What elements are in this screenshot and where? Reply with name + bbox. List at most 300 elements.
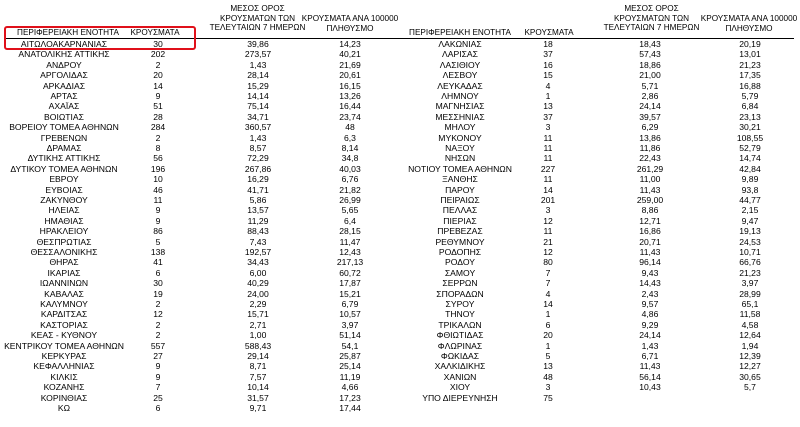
per100k-cell: 2,15	[741, 205, 759, 216]
table-row	[0, 205, 398, 215]
per100k-cell: 17,35	[739, 70, 761, 81]
table-row	[398, 237, 800, 247]
avg-cell: 24,14	[639, 101, 661, 112]
avg-cell: 22,43	[639, 153, 661, 164]
table-row	[0, 361, 398, 371]
table-row	[398, 278, 800, 288]
cases-cell: 7	[155, 382, 161, 393]
region-cell: ΚΟΖΑΝΗΣ	[43, 382, 85, 393]
region-cell: ΘΗΡΑΣ	[49, 257, 79, 268]
region-cell: ΚΕΡΚΥΡΑΣ	[41, 351, 87, 361]
region-cell: ΞΑΝΘΗΣ	[442, 174, 478, 185]
avg-cell: 7,43	[249, 236, 267, 247]
avg-cell: 16,86	[639, 226, 661, 237]
region-cell: ΒΟΙΩΤΙΑΣ	[44, 111, 84, 122]
cases-cell: 4	[545, 288, 551, 299]
per100k-cell: 1,94	[741, 340, 759, 351]
cases-cell: 75	[543, 392, 553, 403]
cases-cell: 11	[543, 174, 553, 185]
region-cell: ΛΑΣΙΘΙΟΥ	[439, 59, 481, 70]
per100k-cell: 12,39	[739, 351, 761, 361]
per100k-cell: 11,19	[339, 371, 361, 382]
cases-cell: 80	[543, 257, 553, 268]
per100k-cell: 20,19	[739, 39, 761, 49]
avg-cell: 8,71	[249, 361, 267, 372]
table-row	[398, 205, 800, 215]
per100k-cell: 44,77	[739, 195, 761, 205]
table-row	[0, 216, 398, 226]
header-cases: ΚΡΟΥΣΜΑΤΑ	[130, 28, 180, 37]
cases-cell: 30	[153, 39, 163, 49]
region-cell: ΠΑΡΟΥ	[445, 184, 475, 195]
cases-cell: 11	[543, 132, 553, 143]
per100k-cell: 17,44	[339, 403, 361, 413]
cases-cell: 201	[540, 195, 556, 205]
table-row	[398, 39, 800, 49]
header-per100k-line2: ΠΛΗΘΥΣΜΟ	[725, 23, 773, 33]
cases-cell: 7	[545, 278, 551, 289]
table-row	[398, 351, 800, 361]
table-row	[398, 133, 800, 143]
per100k-cell: 60,72	[339, 267, 361, 278]
avg-cell: 11,43	[639, 247, 661, 257]
cases-cell: 2	[155, 132, 161, 143]
region-cell: ΣΠΟΡΑΔΩΝ	[436, 288, 484, 299]
header-avg-line3: ΤΕΛΕΥΤΑΙΩΝ 7 ΗΜΕΡΩΝ	[209, 23, 306, 33]
cases-cell: 21	[543, 236, 553, 247]
region-cell: ΤΡΙΚΑΛΩΝ	[438, 319, 482, 330]
per100k-cell: 6,79	[341, 299, 359, 309]
cases-cell: 10	[153, 174, 163, 185]
header-avg	[594, 4, 709, 33]
header-avg-line1: ΜΕΣΟΣ ΟΡΟΣ	[230, 4, 285, 13]
per100k-cell: 5,79	[741, 91, 759, 101]
avg-cell: 39,86	[247, 39, 269, 49]
avg-cell: 39,57	[639, 111, 661, 122]
avg-cell: 6,00	[249, 267, 267, 278]
cases-cell: 19	[153, 288, 163, 299]
cases-cell: 196	[150, 163, 166, 174]
region-cell: ΑΝΔΡΟΥ	[46, 59, 82, 70]
table-row	[0, 70, 398, 80]
table-row	[0, 112, 398, 122]
region-cell: ΡΕΘΥΜΝΟΥ	[435, 236, 485, 247]
per100k-cell: 16,88	[739, 80, 761, 91]
header-region: ΠΕΡΙΦΕΡΕΙΑΚΗ ΕΝΟΤΗΤΑ	[17, 28, 119, 37]
avg-cell: 40,29	[247, 278, 269, 289]
avg-cell: 11,43	[639, 361, 661, 372]
header-avg-line2: ΚΡΟΥΣΜΑΤΩΝ ΤΩΝ	[219, 13, 296, 23]
region-cell: ΦΛΩΡΙΝΑΣ	[437, 340, 483, 351]
per100k-cell: 25,87	[339, 351, 361, 361]
per100k-cell: 15,21	[339, 288, 361, 299]
avg-cell: 9,57	[641, 299, 659, 309]
table-row	[398, 372, 800, 382]
avg-cell: 41,71	[247, 184, 269, 195]
region-cell: ΛΗΜΝΟΥ	[441, 91, 479, 101]
cases-cell: 56	[153, 153, 163, 164]
avg-cell: 13,57	[247, 205, 269, 216]
table-row	[0, 164, 398, 174]
per100k-cell: 16,44	[339, 101, 361, 112]
per100k-cell: 21,23	[739, 267, 761, 278]
region-cell: ΜΥΚΟΝΟΥ	[438, 132, 482, 143]
per100k-cell: 42,84	[739, 163, 761, 174]
avg-cell: 75,14	[247, 101, 269, 112]
per100k-cell: 51,14	[339, 330, 361, 341]
cases-cell: 11	[543, 153, 553, 164]
region-cell: ΘΕΣΣΑΛΟΝΙΚΗΣ	[30, 247, 98, 257]
avg-cell: 2,43	[641, 288, 659, 299]
avg-cell: 18,86	[639, 59, 661, 70]
per100k-cell: 21,23	[739, 59, 761, 70]
cases-cell: 27	[153, 351, 163, 361]
table-row	[0, 49, 398, 59]
cases-cell: 14	[543, 299, 553, 309]
table-row	[0, 289, 398, 299]
cases-cell: 2	[155, 330, 161, 341]
region-cell: ΣΥΡΟΥ	[445, 299, 475, 309]
cases-cell: 1	[545, 91, 551, 101]
header-avg-line3: ΤΕΛΕΥΤΑΙΩΝ 7 ΗΜΕΡΩΝ	[603, 23, 700, 33]
cases-cell: 227	[540, 163, 556, 174]
region-cell: ΚΩ	[57, 403, 71, 413]
cases-cell: 9	[155, 205, 161, 216]
region-cell: ΧΑΝΙΩΝ	[443, 371, 477, 382]
cases-cell: 4	[545, 80, 551, 91]
table-row	[398, 122, 800, 132]
per100k-cell: 13,01	[739, 49, 761, 60]
region-cell: ΚΑΒΑΛΑΣ	[44, 288, 84, 299]
avg-cell: 11,86	[639, 143, 661, 153]
table-row	[0, 195, 398, 205]
per100k-cell: 24,53	[739, 236, 761, 247]
avg-cell: 8,57	[249, 143, 267, 153]
region-cell: ΛΑΡΙΣΑΣ	[442, 49, 478, 60]
header-per100k-line2: ΠΛΗΘΥΣΜΟ	[326, 23, 374, 33]
header-avg-line2: ΚΡΟΥΣΜΑΤΩΝ ΤΩΝ	[613, 13, 690, 23]
table-row	[398, 247, 800, 257]
table-row	[0, 299, 398, 309]
avg-cell: 16,29	[247, 174, 269, 185]
region-cell: ΕΥΒΟΙΑΣ	[45, 184, 83, 195]
per100k-cell: 6,84	[741, 101, 759, 112]
per100k-cell: 14,74	[739, 153, 761, 164]
per100k-cell: 3,97	[341, 319, 359, 330]
per100k-cell: 54,1	[341, 340, 359, 351]
table-row	[0, 330, 398, 340]
region-cell: ΗΜΑΘΙΑΣ	[44, 215, 84, 226]
per100k-cell: 5,65	[341, 205, 359, 216]
avg-cell: 10,43	[639, 382, 661, 393]
header-cases: ΚΡΟΥΣΜΑΤΑ	[524, 28, 574, 37]
per100k-cell: 40,21	[339, 49, 361, 60]
cases-cell: 2	[155, 319, 161, 330]
cases-cell: 18	[543, 39, 553, 49]
avg-cell: 29,14	[247, 351, 269, 361]
cases-cell: 14	[543, 184, 553, 195]
region-cell: ΙΚΑΡΙΑΣ	[47, 267, 81, 278]
region-cell: ΔΥΤΙΚΟΥ ΤΟΜΕΑ ΑΘΗΝΩΝ	[10, 163, 118, 174]
avg-cell: 56,14	[639, 371, 661, 382]
region-cell: ΒΟΡΕΙΟΥ ΤΟΜΕΑ ΑΘΗΝΩΝ	[9, 122, 119, 133]
table-row	[0, 101, 398, 111]
table-row	[398, 143, 800, 153]
region-cell: ΚΙΛΚΙΣ	[50, 371, 78, 382]
avg-cell: 5,71	[641, 80, 659, 91]
cases-cell: 11	[543, 226, 553, 237]
cases-cell: 6	[545, 319, 551, 330]
table-row	[0, 237, 398, 247]
avg-cell: 15,71	[247, 309, 269, 320]
left-table	[0, 0, 398, 427]
table-row	[0, 91, 398, 101]
cases-cell: 7	[545, 267, 551, 278]
table-row	[0, 153, 398, 163]
per100k-cell: 108,55	[736, 132, 764, 143]
cases-cell: 3	[545, 205, 551, 216]
avg-cell: 9,29	[641, 319, 659, 330]
table-row	[398, 299, 800, 309]
region-cell: ΣΕΡΡΩΝ	[442, 278, 478, 289]
region-cell: ΦΘΙΩΤΙΔΑΣ	[436, 330, 484, 341]
table-row	[398, 361, 800, 371]
per100k-cell: 16,15	[339, 80, 361, 91]
avg-cell: 34,71	[247, 111, 269, 122]
table-row	[398, 216, 800, 226]
region-cell: ΔΥΤΙΚΗΣ ΑΤΤΙΚΗΣ	[27, 153, 101, 164]
avg-cell: 13,86	[639, 132, 661, 143]
table-row	[0, 174, 398, 184]
region-cell: ΚΟΡΙΝΘΙΑΣ	[40, 392, 88, 403]
cases-cell: 5	[545, 351, 551, 361]
avg-cell: 1,43	[249, 132, 267, 143]
cases-cell: 2	[155, 59, 161, 70]
avg-cell: 12,71	[639, 215, 661, 226]
avg-cell: 273,57	[244, 49, 272, 60]
avg-cell: 2,71	[249, 319, 267, 330]
region-cell: ΝΟΤΙΟΥ ΤΟΜΕΑ ΑΘΗΝΩΝ	[408, 163, 512, 174]
table-row	[398, 112, 800, 122]
table-row	[0, 81, 398, 91]
cases-cell: 46	[153, 184, 163, 195]
table-row	[398, 185, 800, 195]
region-cell: ΠΙΕΡΙΑΣ	[443, 215, 477, 226]
avg-cell: 267,86	[244, 163, 272, 174]
region-cell: ΣΑΜΟΥ	[444, 267, 476, 278]
table-row	[398, 49, 800, 59]
region-cell: ΛΕΥΚΑΔΑΣ	[437, 80, 483, 91]
table-row	[0, 143, 398, 153]
avg-cell: 588,43	[244, 340, 272, 351]
table-row	[398, 320, 800, 330]
per100k-cell: 65,1	[741, 299, 759, 309]
region-cell: ΔΡΑΜΑΣ	[46, 143, 82, 153]
region-cell: ΚΑΛΥΜΝΟΥ	[40, 299, 88, 309]
region-cell: ΘΕΣΠΡΩΤΙΑΣ	[36, 236, 92, 247]
avg-cell: 8,86	[641, 205, 659, 216]
region-cell: ΡΟΔΟΥ	[445, 257, 475, 268]
region-cell: ΓΡΕΒΕΝΩΝ	[40, 132, 88, 143]
per100k-cell: 21,82	[339, 184, 361, 195]
cases-cell: 12	[153, 309, 163, 320]
region-cell: ΜΗΛΟΥ	[444, 122, 476, 133]
per100k-cell: 10,57	[339, 309, 361, 320]
cases-cell: 1	[545, 309, 551, 320]
avg-cell: 2,29	[249, 299, 267, 309]
avg-cell: 1,00	[249, 330, 267, 341]
avg-cell: 259,00	[636, 195, 664, 205]
header-per100k	[300, 14, 400, 33]
avg-cell: 24,14	[639, 330, 661, 341]
cases-cell: 20	[543, 330, 553, 341]
per100k-cell: 30,21	[739, 122, 761, 133]
region-cell: ΠΕΙΡΑΙΩΣ	[440, 195, 480, 205]
per100k-cell: 217,13	[336, 257, 364, 268]
per100k-cell: 48	[345, 122, 355, 133]
cases-cell: 30	[153, 278, 163, 289]
cases-cell: 9	[155, 215, 161, 226]
table-row	[0, 320, 398, 330]
region-cell: ΙΩΑΝΝΙΝΩΝ	[39, 278, 89, 289]
cases-cell: 12	[543, 247, 553, 257]
per100k-cell: 9,47	[741, 215, 759, 226]
region-cell: ΗΛΕΙΑΣ	[48, 205, 80, 216]
table-row	[398, 81, 800, 91]
region-cell: ΕΒΡΟΥ	[49, 174, 79, 185]
table-row	[398, 226, 800, 236]
table-row	[398, 153, 800, 163]
table-row	[398, 60, 800, 70]
region-cell: ΧΙΟΥ	[449, 382, 471, 393]
cases-cell: 11	[543, 143, 553, 153]
cases-cell: 8	[155, 143, 161, 153]
region-cell: ΖΑΚΥΝΘΟΥ	[40, 195, 88, 205]
per100k-cell: 14,23	[339, 39, 361, 49]
header-avg-line1: ΜΕΣΟΣ ΟΡΟΣ	[624, 4, 679, 13]
avg-cell: 18,43	[639, 39, 661, 49]
cases-cell: 11	[153, 195, 163, 205]
table-row	[0, 247, 398, 257]
avg-cell: 31,57	[247, 392, 269, 403]
cases-cell: 557	[150, 340, 166, 351]
table-row	[398, 382, 800, 392]
avg-cell: 57,43	[639, 49, 661, 60]
table-row	[0, 60, 398, 70]
header-per100k-line1: ΚΡΟΥΣΜΑΤΑ ΑΝΑ 100000	[700, 14, 798, 23]
cases-cell: 41	[153, 257, 163, 268]
avg-cell: 72,29	[247, 153, 269, 164]
cases-cell: 13	[543, 101, 553, 112]
cases-cell: 20	[153, 70, 163, 81]
avg-cell: 28,14	[247, 70, 269, 81]
region-cell: ΤΗΝΟΥ	[445, 309, 475, 320]
table-row	[0, 278, 398, 288]
cases-cell: 6	[155, 403, 161, 413]
region-cell: ΚΑΣΤΟΡΙΑΣ	[40, 319, 88, 330]
cases-cell: 15	[543, 70, 553, 81]
region-cell: ΛΑΚΩΝΙΑΣ	[438, 39, 482, 49]
per100k-cell: 19,13	[739, 226, 761, 237]
per100k-cell: 10,71	[739, 247, 761, 257]
region-cell: ΑΧΑΪΑΣ	[48, 101, 80, 112]
region-cell: ΜΕΣΣΗΝΙΑΣ	[435, 111, 485, 122]
per100k-cell: 28,15	[339, 226, 361, 237]
cases-cell: 6	[155, 267, 161, 278]
cases-cell: 5	[155, 236, 161, 247]
table-row	[0, 257, 398, 267]
cases-cell: 37	[543, 111, 553, 122]
table-row	[398, 257, 800, 267]
per100k-cell: 52,79	[739, 143, 761, 153]
header-per100k-line1: ΚΡΟΥΣΜΑΤΑ ΑΝΑ 100000	[301, 14, 399, 23]
avg-cell: 261,29	[636, 163, 664, 174]
region-cell: ΑΡΚΑΔΙΑΣ	[42, 80, 86, 91]
avg-cell: 9,43	[641, 267, 659, 278]
cases-cell: 13	[543, 361, 553, 372]
per100k-cell: 23,74	[339, 111, 361, 122]
avg-cell: 96,14	[639, 257, 661, 268]
avg-cell: 1,43	[249, 59, 267, 70]
cases-cell: 48	[543, 371, 553, 382]
avg-cell: 5,86	[249, 195, 267, 205]
cases-cell: 138	[150, 247, 166, 257]
region-cell: ΝΗΣΩΝ	[444, 153, 476, 164]
cases-cell: 2	[155, 299, 161, 309]
cases-cell: 37	[543, 49, 553, 60]
header-per100k	[698, 14, 800, 33]
per100k-cell: 40,03	[339, 163, 361, 174]
region-cell: ΥΠΟ ΔΙΕΡΕΥΝΗΣΗ	[422, 392, 498, 403]
avg-cell: 88,43	[247, 226, 269, 237]
region-cell: ΑΡΤΑΣ	[50, 91, 78, 101]
per100k-cell: 12,43	[339, 247, 361, 257]
avg-cell: 7,57	[249, 371, 267, 382]
per100k-cell: 6,3	[344, 132, 356, 143]
table-row	[0, 133, 398, 143]
avg-cell: 9,71	[249, 403, 267, 413]
per100k-cell: 6,4	[344, 215, 356, 226]
avg-cell: 20,71	[639, 236, 661, 247]
cases-cell: 86	[153, 226, 163, 237]
per100k-cell: 17,87	[339, 278, 361, 289]
header-region: ΠΕΡΙΦΕΡΕΙΑΚΗ ΕΝΟΤΗΤΑ	[409, 28, 511, 37]
avg-cell: 14,43	[639, 278, 661, 289]
table-row	[398, 195, 800, 205]
per100k-cell: 17,23	[339, 392, 361, 403]
per100k-cell: 8,14	[341, 143, 359, 153]
avg-cell: 10,14	[247, 382, 269, 393]
region-cell: ΛΕΣΒΟΥ	[442, 70, 478, 81]
region-cell: ΠΕΛΛΑΣ	[442, 205, 478, 216]
avg-cell: 15,29	[247, 80, 269, 91]
table-row	[0, 226, 398, 236]
per100k-cell: 11,47	[339, 236, 361, 247]
table-row	[0, 309, 398, 319]
table-row	[0, 351, 398, 361]
avg-cell: 34,43	[247, 257, 269, 268]
cases-cell: 16	[543, 59, 553, 70]
cases-cell: 51	[153, 101, 163, 112]
avg-cell: 14,14	[247, 91, 269, 101]
per100k-cell: 25,14	[339, 361, 361, 372]
table-row	[398, 101, 800, 111]
avg-cell: 6,71	[641, 351, 659, 361]
table-row	[398, 330, 800, 340]
cases-cell: 9	[155, 371, 161, 382]
cases-cell: 1	[545, 340, 551, 351]
table-row	[398, 289, 800, 299]
